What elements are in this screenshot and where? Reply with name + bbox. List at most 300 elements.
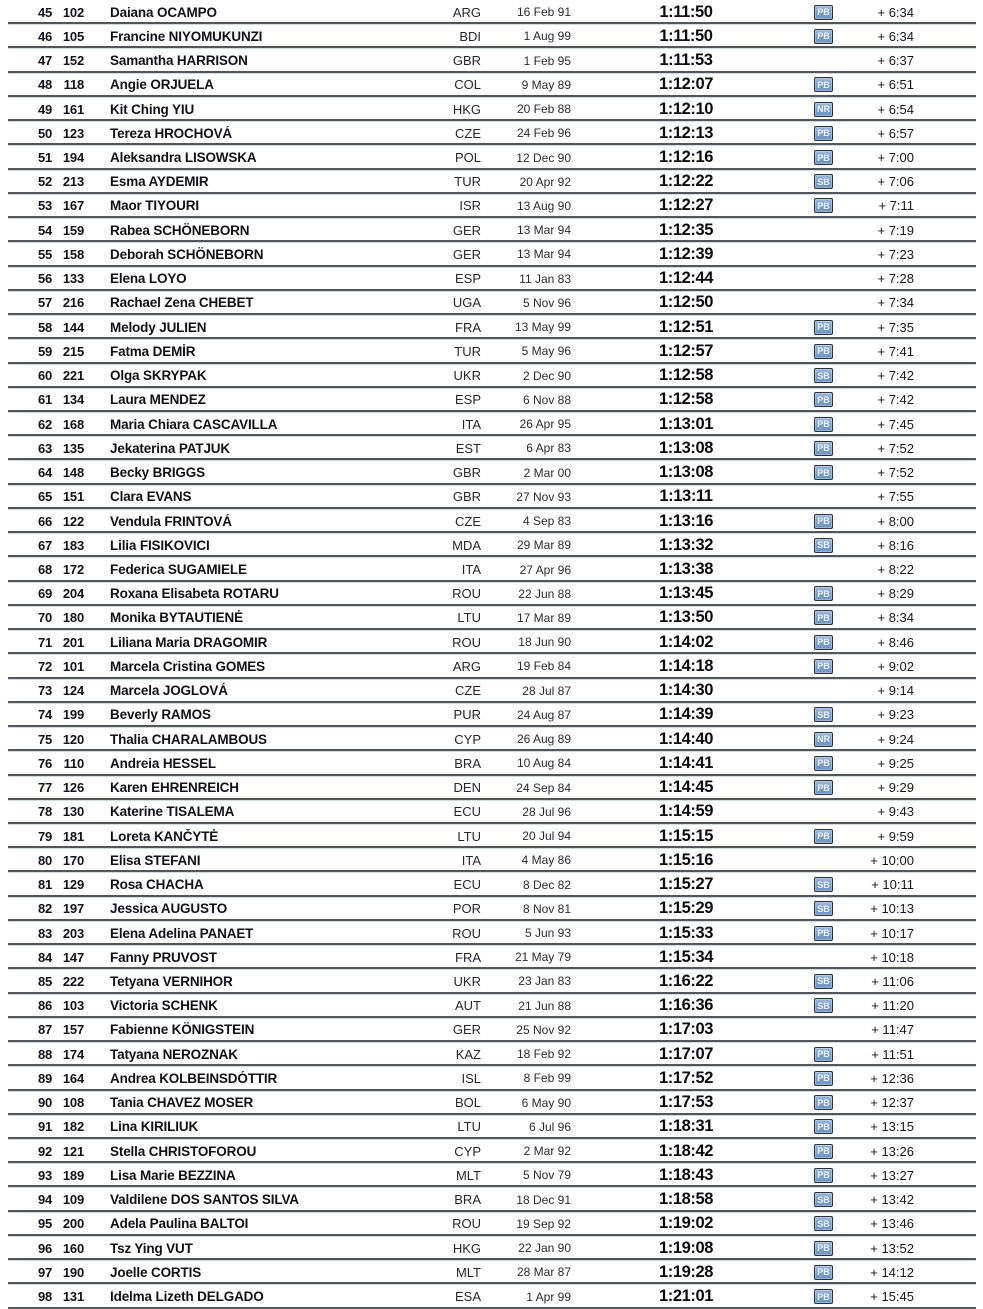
pb-badge: PB	[814, 1095, 833, 1110]
time-behind: + 10:13	[870, 901, 914, 917]
finish-time: 1:13:32	[658, 535, 714, 554]
badge-cell	[801, 1095, 846, 1110]
pb-badge: PB	[814, 465, 833, 480]
badge-cell	[801, 998, 846, 1013]
table-row	[0, 315, 983, 339]
table-row	[0, 1163, 983, 1187]
sb-badge: SB	[814, 538, 833, 553]
athlete-name: Deborah SCHÖNEBORN	[110, 246, 264, 262]
birth-date: 1 Apr 99	[526, 1289, 571, 1304]
birth-date: 6 May 90	[521, 1095, 571, 1110]
bib-cell: 168	[62, 416, 84, 432]
time-behind: + 10:17	[870, 925, 914, 941]
table-row	[0, 727, 983, 751]
table-row	[0, 509, 983, 533]
table-row	[0, 654, 983, 678]
athlete-name: Stella CHRISTOFOROU	[110, 1143, 257, 1159]
table-row	[0, 388, 983, 412]
country-code: ROU	[452, 1216, 481, 1232]
birth-date: 4 May 86	[521, 853, 571, 868]
badge-cell	[801, 1144, 846, 1159]
country-code: AUT	[455, 998, 481, 1014]
athlete-name: Andrea KOLBEINSDÓTTIR	[110, 1070, 278, 1086]
athlete-name: Monika BYTAUTIENĖ	[110, 610, 243, 626]
pb-badge: PB	[814, 1144, 833, 1159]
country-code: CZE	[455, 513, 481, 529]
rank-cell: 80	[37, 852, 52, 868]
country-code: ISL	[461, 1070, 481, 1086]
bib-cell: 201	[62, 634, 84, 650]
birth-date: 5 Nov 96	[522, 295, 571, 310]
time-behind: + 10:11	[871, 877, 914, 893]
finish-time: 1:15:33	[658, 923, 714, 942]
pb-badge: PB	[814, 659, 833, 674]
country-code: ISR	[459, 198, 481, 214]
athlete-name: Tsz Ying VUT	[110, 1240, 193, 1256]
rank-cell: 74	[37, 707, 52, 723]
badge-cell	[801, 126, 846, 141]
bib-cell: 103	[62, 998, 84, 1014]
table-row	[0, 872, 983, 896]
finish-time: 1:17:03	[658, 1020, 714, 1039]
time-behind: + 12:36	[870, 1070, 914, 1086]
country-code: CYP	[454, 731, 481, 747]
table-row	[0, 364, 983, 388]
birth-date: 22 Jan 90	[518, 1241, 571, 1256]
table-row	[0, 121, 983, 145]
rank-cell: 58	[37, 319, 52, 335]
athlete-name: Angie ORJUELA	[110, 77, 214, 93]
finish-time: 1:13:01	[658, 414, 714, 433]
badge-cell	[801, 5, 846, 20]
country-code: GER	[452, 246, 481, 262]
rank-cell: 85	[37, 973, 52, 989]
country-code: ESP	[454, 271, 481, 287]
finish-time: 1:12:10	[658, 99, 714, 118]
finish-time: 1:13:16	[658, 511, 714, 530]
badge-cell	[801, 344, 846, 359]
country-code: ECU	[453, 804, 481, 820]
rank-cell: 89	[37, 1070, 52, 1086]
bib-cell: 170	[62, 852, 84, 868]
athlete-name: Laura MENDEZ	[110, 392, 206, 408]
time-behind: + 9:23	[877, 707, 914, 723]
badge-cell	[801, 901, 846, 916]
table-row	[0, 460, 983, 484]
rank-cell: 79	[37, 828, 52, 844]
table-row	[0, 703, 983, 727]
rank-cell: 97	[37, 1264, 52, 1280]
birth-date: 19 Feb 84	[516, 659, 571, 674]
bib-cell: 148	[62, 465, 84, 481]
athlete-name: Lisa Marie BEZZINA	[110, 1167, 236, 1183]
time-behind: + 8:46	[877, 634, 914, 650]
table-row	[0, 73, 983, 97]
time-behind: + 7:00	[877, 150, 914, 166]
badge-cell	[801, 102, 846, 117]
birth-date: 20 Jul 94	[522, 829, 571, 844]
badge-cell	[801, 417, 846, 432]
rank-cell: 69	[37, 586, 52, 602]
birth-date: 10 Aug 84	[516, 756, 571, 771]
finish-time: 1:12:50	[658, 293, 714, 312]
finish-time: 1:11:50	[659, 26, 713, 45]
bib-cell: 110	[63, 755, 84, 771]
bib-cell: 102	[62, 4, 84, 20]
bib-cell: 161	[62, 101, 84, 117]
rank-cell: 96	[37, 1240, 52, 1256]
pb-badge: PB	[814, 1241, 833, 1256]
sb-badge: SB	[814, 974, 833, 989]
pb-badge: PB	[814, 1265, 833, 1280]
bib-cell: 118	[63, 77, 84, 93]
time-behind: + 7:45	[877, 416, 914, 432]
time-behind: + 7:23	[877, 246, 914, 262]
badge-cell	[801, 1289, 846, 1304]
time-behind: + 9:02	[877, 658, 914, 674]
country-code: LTU	[457, 828, 481, 844]
time-behind: + 7:42	[877, 392, 914, 408]
athlete-name: Thalia CHARALAMBOUS	[110, 731, 267, 747]
finish-time: 1:15:16	[658, 850, 714, 869]
pb-badge: PB	[814, 635, 833, 650]
country-code: ITA	[461, 416, 481, 432]
badge-cell	[801, 926, 846, 941]
finish-time: 1:12:07	[658, 75, 714, 94]
rank-cell: 50	[37, 125, 52, 141]
time-behind: + 11:20	[871, 998, 914, 1014]
table-row	[0, 800, 983, 824]
country-code: CZE	[455, 683, 481, 699]
time-behind: + 6:34	[877, 28, 914, 44]
bib-cell: 152	[62, 53, 84, 69]
country-code: BRA	[454, 1192, 481, 1208]
rank-cell: 86	[37, 998, 52, 1014]
country-code: LTU	[457, 610, 481, 626]
birth-date: 24 Aug 87	[516, 707, 571, 722]
time-behind: + 7:06	[877, 174, 914, 190]
country-code: BDI	[459, 28, 481, 44]
table-row	[0, 1212, 983, 1236]
country-code: COL	[454, 77, 481, 93]
athlete-name: Marcela Cristina GOMES	[110, 658, 266, 674]
table-row	[0, 679, 983, 703]
birth-date: 8 Nov 81	[522, 901, 571, 916]
athlete-name: Katerine TISALEMA	[110, 804, 235, 820]
finish-time: 1:18:31	[658, 1117, 714, 1136]
badge-cell	[801, 77, 846, 92]
time-behind: + 7:11	[878, 198, 914, 214]
table-row	[0, 776, 983, 800]
table-row	[0, 994, 983, 1018]
table-row	[0, 291, 983, 315]
finish-time: 1:15:29	[658, 899, 714, 918]
finish-time: 1:18:58	[658, 1190, 714, 1209]
country-code: MLT	[455, 1167, 481, 1183]
country-code: MLT	[455, 1264, 481, 1280]
rank-cell: 72	[37, 658, 52, 674]
athlete-name: Loreta KANČYTĖ	[110, 828, 219, 844]
bib-cell: 131	[62, 1289, 84, 1305]
finish-time: 1:12:22	[658, 172, 714, 191]
athlete-name: Clara EVANS	[110, 489, 192, 505]
finish-time: 1:11:53	[659, 51, 713, 70]
time-behind: + 8:16	[877, 537, 914, 553]
rank-cell: 75	[37, 731, 52, 747]
time-behind: + 11:06	[871, 973, 914, 989]
birth-date: 28 Mar 87	[516, 1265, 571, 1280]
birth-date: 13 Mar 94	[516, 247, 571, 262]
birth-date: 5 Nov 79	[522, 1168, 571, 1183]
birth-date: 18 Feb 92	[516, 1047, 571, 1062]
bib-cell: 159	[62, 222, 84, 238]
time-behind: + 7:42	[877, 368, 914, 384]
badge-cell	[801, 392, 846, 407]
sb-badge: SB	[814, 877, 833, 892]
bib-cell: 199	[62, 707, 84, 723]
athlete-name: Andreia HESSEL	[110, 755, 216, 771]
pb-badge: PB	[814, 150, 833, 165]
finish-time: 1:18:43	[658, 1165, 714, 1184]
country-code: KAZ	[455, 1046, 481, 1062]
athlete-name: Elisa STEFANI	[110, 852, 201, 868]
country-code: GBR	[452, 489, 481, 505]
time-behind: + 6:37	[877, 53, 914, 69]
table-row	[0, 969, 983, 993]
time-behind: + 9:43	[877, 804, 914, 820]
rank-cell: 82	[37, 901, 52, 917]
athlete-name: Valdilene DOS SANTOS SILVA	[110, 1192, 299, 1208]
table-row	[0, 24, 983, 48]
birth-date: 29 Mar 89	[516, 538, 571, 553]
time-behind: + 9:14	[877, 683, 914, 699]
time-behind: + 7:55	[877, 489, 914, 505]
finish-time: 1:12:13	[658, 123, 714, 142]
country-code: DEN	[453, 780, 481, 796]
pb-badge: PB	[814, 829, 833, 844]
finish-time: 1:14:45	[658, 778, 714, 797]
finish-time: 1:12:57	[658, 341, 714, 360]
birth-date: 23 Jan 83	[518, 974, 571, 989]
finish-time: 1:17:52	[658, 1068, 714, 1087]
rank-cell: 93	[37, 1167, 52, 1183]
athlete-name: Rachael Zena CHEBET	[110, 295, 254, 311]
rank-cell: 66	[37, 513, 52, 529]
rank-cell: 64	[37, 465, 52, 481]
finish-time: 1:14:40	[658, 729, 714, 748]
rank-cell: 90	[37, 1095, 52, 1111]
badge-cell	[801, 368, 846, 383]
badge-cell	[801, 1047, 846, 1062]
finish-time: 1:14:02	[658, 632, 714, 651]
bib-cell: 174	[62, 1046, 84, 1062]
birth-date: 8 Dec 82	[522, 877, 571, 892]
rank-cell: 47	[37, 53, 52, 69]
badge-cell	[801, 1265, 846, 1280]
bib-cell: 158	[62, 246, 84, 262]
finish-time: 1:14:39	[658, 705, 714, 724]
pb-badge: PB	[814, 1289, 833, 1304]
athlete-name: Beverly RAMOS	[110, 707, 211, 723]
bib-cell: 194	[62, 150, 84, 166]
pb-badge: PB	[814, 586, 833, 601]
pb-badge: PB	[814, 5, 833, 20]
badge-cell	[801, 635, 846, 650]
birth-date: 5 Jun 93	[524, 926, 571, 941]
birth-date: 26 Aug 89	[516, 732, 571, 747]
athlete-name: Lina KIRILIUK	[110, 1119, 199, 1135]
country-code: POR	[452, 901, 481, 917]
rank-cell: 73	[37, 683, 52, 699]
athlete-name: Jessica AUGUSTO	[110, 901, 228, 917]
rank-cell: 53	[37, 198, 52, 214]
table-row	[0, 945, 983, 969]
time-behind: + 8:34	[877, 610, 914, 626]
rank-cell: 63	[37, 440, 52, 456]
table-row	[0, 824, 983, 848]
pb-badge: PB	[814, 1168, 833, 1183]
badge-cell	[801, 659, 846, 674]
badge-cell	[801, 538, 846, 553]
birth-date: 2 Mar 00	[523, 465, 571, 480]
pb-badge: PB	[814, 610, 833, 625]
athlete-name: Karen EHRENREICH	[110, 780, 239, 796]
country-code: GBR	[452, 465, 481, 481]
country-code: BRA	[454, 755, 481, 771]
time-behind: + 7:19	[877, 222, 914, 238]
bib-cell: 189	[62, 1167, 84, 1183]
birth-date: 6 Apr 83	[526, 441, 571, 456]
nr-badge: NR	[814, 102, 833, 117]
bib-cell: 190	[62, 1264, 84, 1280]
finish-time: 1:12:16	[658, 148, 714, 167]
pb-badge: PB	[814, 320, 833, 335]
finish-time: 1:13:11	[659, 487, 713, 506]
rank-cell: 57	[37, 295, 52, 311]
rank-cell: 54	[37, 222, 52, 238]
finish-time: 1:12:58	[658, 366, 714, 385]
birth-date: 2 Mar 92	[523, 1144, 571, 1159]
birth-date: 12 Dec 90	[516, 150, 571, 165]
country-code: GER	[452, 222, 481, 238]
birth-date: 13 Aug 90	[516, 198, 571, 213]
birth-date: 17 Mar 89	[516, 610, 571, 625]
finish-time: 1:13:45	[658, 584, 714, 603]
athlete-name: Federica SUGAMIELE	[110, 562, 247, 577]
badge-cell	[801, 441, 846, 456]
bib-cell: 172	[62, 562, 84, 577]
country-code: ITA	[461, 562, 481, 577]
birth-date: 26 Apr 95	[519, 417, 571, 432]
time-behind: + 9:24	[877, 731, 914, 747]
bib-cell: 181	[62, 828, 84, 844]
athlete-name: Olga SKRYPAK	[110, 368, 207, 384]
finish-time: 1:13:08	[658, 463, 714, 482]
badge-cell	[801, 1216, 846, 1231]
sb-badge: SB	[814, 1192, 833, 1207]
table-row	[0, 921, 983, 945]
badge-cell	[801, 1192, 846, 1207]
athlete-name: Marcela JOGLOVÁ	[110, 683, 228, 699]
time-behind: + 13:26	[870, 1143, 914, 1159]
birth-date: 2 Dec 90	[522, 368, 571, 383]
bib-cell: 101	[62, 658, 84, 674]
table-row	[0, 145, 983, 169]
athlete-name: Maor TIYOURI	[110, 198, 199, 214]
badge-cell	[801, 707, 846, 722]
pb-badge: PB	[814, 126, 833, 141]
pb-badge: PB	[814, 1119, 833, 1134]
sb-badge: SB	[814, 998, 833, 1013]
country-code: ECU	[453, 877, 481, 893]
birth-date: 21 Jun 88	[518, 998, 571, 1013]
country-code: CYP	[454, 1143, 481, 1159]
bib-cell: 129	[62, 877, 84, 893]
finish-time: 1:12:44	[658, 269, 714, 288]
bib-cell: 135	[62, 440, 84, 456]
birth-date: 18 Dec 91	[516, 1192, 571, 1207]
pb-badge: PB	[814, 926, 833, 941]
athlete-name: Tania CHAVEZ MOSER	[110, 1095, 254, 1111]
bib-cell: 123	[62, 125, 84, 141]
birth-date: 27 Apr 96	[519, 562, 571, 577]
time-behind: + 10:00	[870, 852, 914, 868]
table-row	[0, 897, 983, 921]
table-row	[0, 1260, 983, 1284]
time-behind: + 7:34	[877, 295, 914, 311]
table-row	[0, 1236, 983, 1260]
country-code: HKG	[452, 101, 481, 117]
table-row	[0, 0, 983, 24]
pb-badge: PB	[814, 198, 833, 213]
time-behind: + 8:00	[877, 513, 914, 529]
bib-cell: 180	[62, 610, 84, 626]
bib-cell: 130	[62, 804, 84, 820]
bib-cell: 134	[62, 392, 84, 408]
table-row	[0, 630, 983, 654]
finish-time: 1:19:28	[658, 1262, 714, 1281]
pb-badge: PB	[814, 417, 833, 432]
bib-cell: 203	[62, 925, 84, 941]
birth-date: 8 Feb 99	[523, 1071, 571, 1086]
athlete-name: Elena LOYO	[110, 271, 187, 287]
country-code: ARG	[452, 658, 481, 674]
athlete-name: Kit Ching YIU	[110, 101, 195, 117]
athlete-name: Victoria SCHENK	[110, 998, 218, 1014]
country-code: ROU	[452, 925, 481, 941]
badge-cell	[801, 465, 846, 480]
athlete-name: Fatma DEMİR	[110, 343, 196, 359]
athlete-name: Esma AYDEMIR	[110, 174, 209, 190]
finish-time: 1:19:08	[658, 1238, 714, 1257]
country-code: ARG	[452, 4, 481, 20]
table-row	[0, 242, 983, 266]
time-behind: + 6:34	[877, 4, 914, 20]
badge-cell	[801, 1119, 846, 1134]
table-row	[0, 170, 983, 194]
finish-time: 1:12:51	[658, 317, 714, 336]
athlete-name: Rosa CHACHA	[110, 877, 204, 893]
rank-cell: 49	[37, 101, 52, 117]
rank-cell: 52	[37, 174, 52, 190]
table-row	[0, 1187, 983, 1211]
rank-cell: 51	[37, 150, 52, 166]
athlete-name: Jekaterina PATJUK	[110, 440, 230, 456]
badge-cell	[801, 586, 846, 601]
time-behind: + 13:52	[870, 1240, 914, 1256]
badge-cell	[801, 877, 846, 892]
finish-time: 1:19:02	[658, 1214, 714, 1233]
